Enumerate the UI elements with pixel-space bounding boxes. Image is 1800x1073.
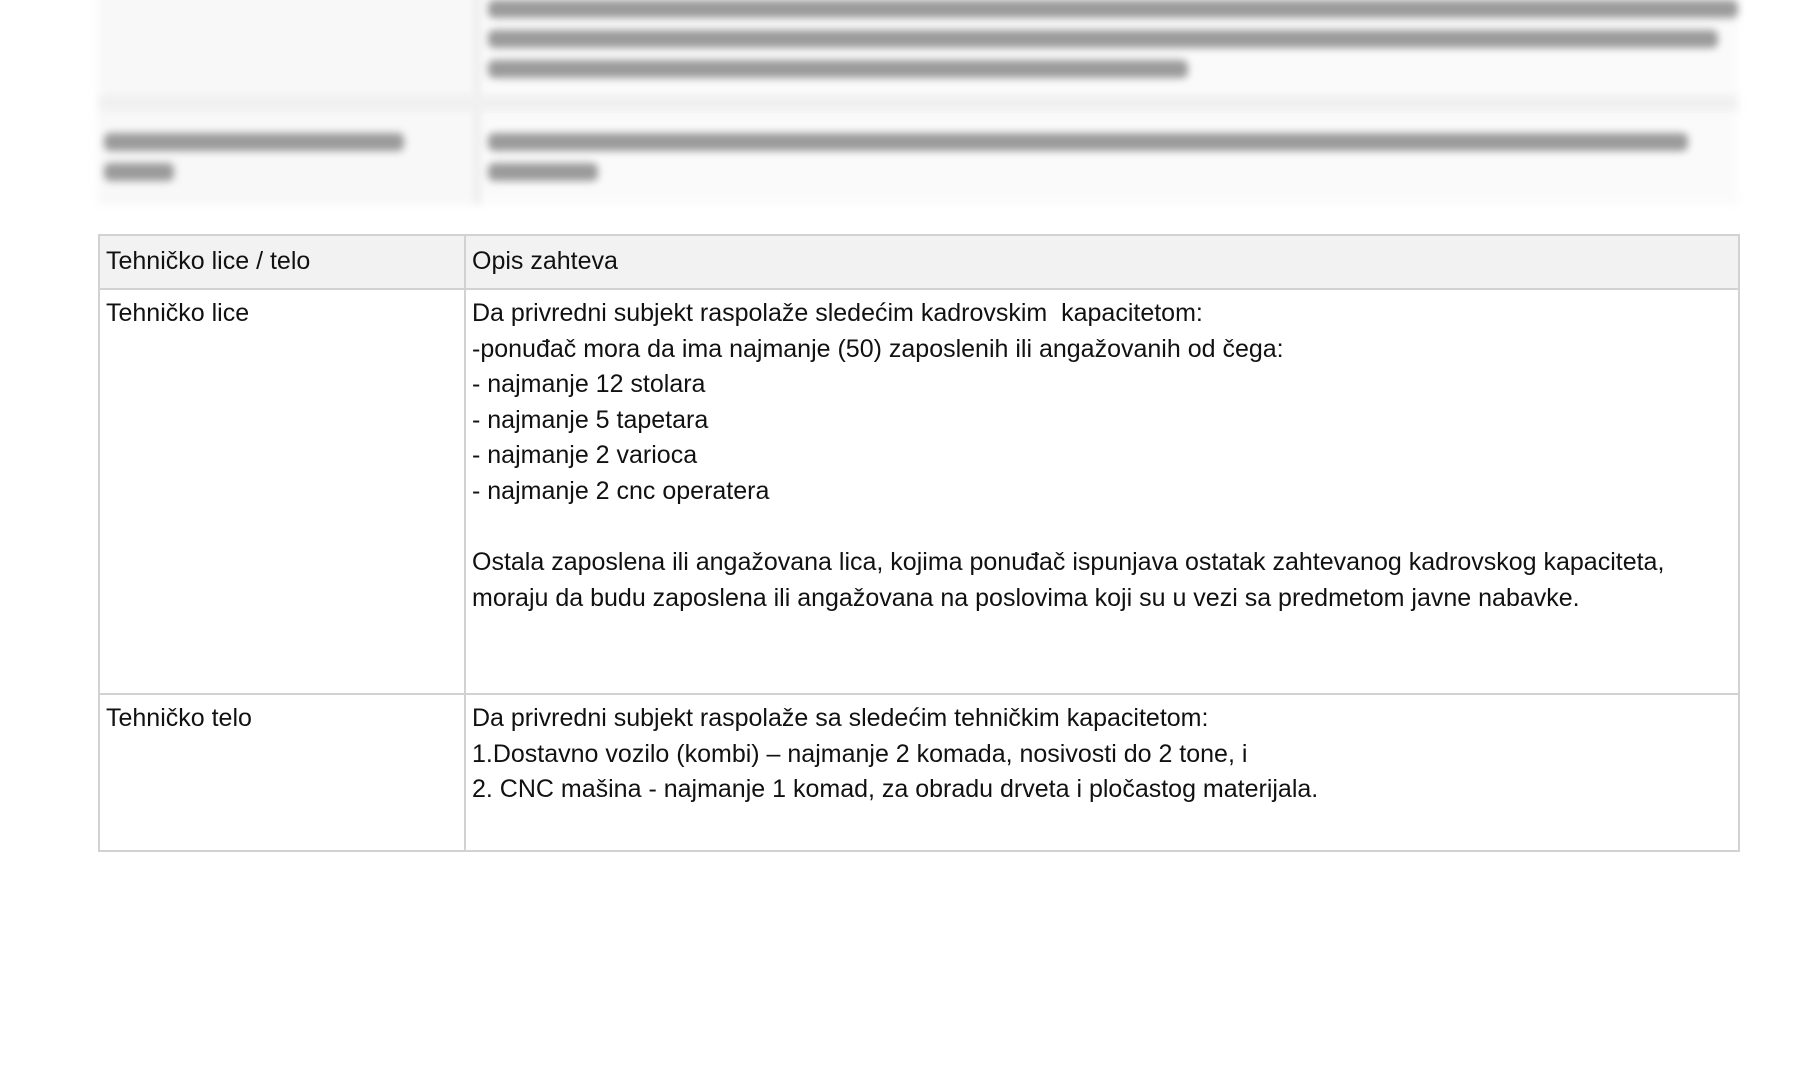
description-line: 1.Dostavno vozilo (kombi) – najmanje 2 komada, nosivosti do 2 tone, i: [472, 739, 1248, 768]
description-line: - najmanje 12 stolara: [472, 370, 706, 398]
blurred-text-line: [488, 60, 1188, 78]
description-cell: [465, 694, 1739, 851]
table-row: [99, 289, 1739, 694]
requirements-table: [98, 234, 1740, 852]
paragraph-spacer: [472, 509, 1732, 545]
blurred-text-line: [488, 0, 1738, 18]
blurred-row-separator: [98, 95, 1738, 111]
header-role-cell: Tehničko lice / telo: [99, 235, 465, 289]
header-description-cell: Opis zahteva: [465, 235, 1739, 289]
role-cell: Tehničko telo: [99, 694, 465, 851]
blurred-text-line: [104, 163, 174, 181]
description-line: - najmanje 2 varioca: [472, 441, 698, 469]
blurred-text-line: [488, 163, 598, 181]
table-header-row: [99, 235, 1739, 289]
description-intro: Da privredni subjekt raspolaže sa sledećim tehničkim kapacitetom:: [472, 704, 1209, 732]
description-cell: [465, 289, 1739, 694]
description-line: - najmanje 2 cnc operatera: [472, 476, 770, 505]
blurred-text-line: [488, 133, 1688, 151]
role-cell: Tehničko lice: [99, 289, 465, 694]
description-line: 2. CNC mašina - najmanje 1 komad, za obradu drveta i pločastog materijala.: [472, 775, 1319, 803]
description-intro: Da privredni subjekt raspolaže sledećim kadrovskim kapacitetom:: [472, 299, 1203, 327]
description-paragraph: Ostala zaposlena ili angažovana lica, kojima ponuđač ispunjava ostatak zahtevanog kadrovskog kapaciteta, moraju da budu zaposlena ili angažovana na poslovima koji su u vezi sa predmetom javne nabavke.: [472, 548, 1672, 612]
description-line: - najmanje 5 tapetara: [472, 405, 709, 434]
blurred-previous-table: [98, 0, 1738, 205]
table-row: [99, 694, 1739, 851]
description-line: -ponuđač mora da ima najmanje (50) zaposlenih ili angažovanih od čega:: [472, 334, 1284, 363]
blurred-text-line: [104, 133, 404, 151]
blurred-text-line: [488, 30, 1718, 48]
